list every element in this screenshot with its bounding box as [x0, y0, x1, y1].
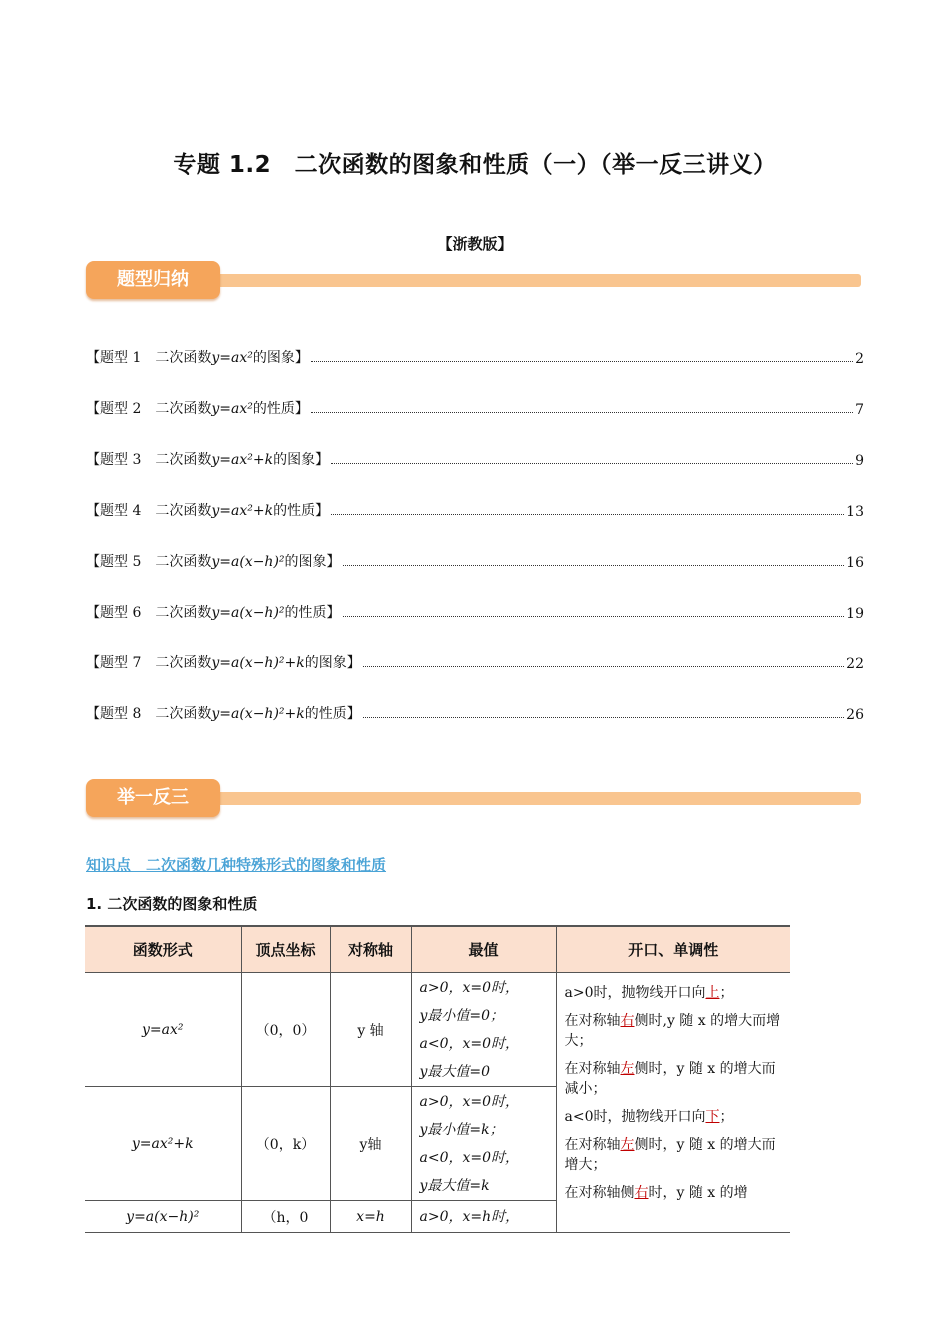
section-title: 1. 二次函数的图象和性质: [86, 895, 258, 913]
extremum-line: a<0，x=0时，: [419, 1149, 520, 1166]
toc-page: 9: [855, 453, 864, 469]
extremum-line: y最小值=k；: [419, 1121, 504, 1138]
opening-line: a<0时，抛物线开口向下；: [564, 1109, 734, 1125]
cell-vertex: （0，0）: [241, 973, 330, 1087]
toc-leader: [311, 412, 853, 413]
toc-item-4[interactable]: 【题型 4 二次函数y=ax²+k的性质】 13: [86, 503, 864, 520]
toc-leader: [311, 361, 853, 362]
cell-axis: y 轴: [330, 973, 411, 1087]
knowledge-point-title: 知识点 二次函数几种特殊形式的图象和性质: [86, 856, 387, 874]
cell-extremum: [411, 1087, 556, 1201]
header-vertex: 顶点坐标: [241, 926, 330, 973]
toc-item-5[interactable]: 【题型 5 二次函数y=a(x−h)²的图象】 16: [86, 554, 864, 571]
page-title: 专题 1.2 二次函数的图象和性质（一）（举一反三讲义）: [173, 152, 777, 178]
banner-practice-label: 举一反三: [86, 779, 220, 817]
toc-page: 2: [855, 351, 864, 367]
table-header-row: [85, 926, 790, 973]
toc-formula: y=ax²+k: [211, 503, 274, 519]
header-extremum: 最值: [411, 926, 556, 973]
toc-leader: [363, 666, 844, 667]
extremum-line: y最小值=0；: [419, 1007, 505, 1024]
banner-practice: [86, 779, 861, 819]
cell-form: y=ax²: [85, 973, 241, 1087]
opening-line: 在对称轴左侧时，y 随 x 的增大而减小；: [564, 1061, 776, 1097]
header-axis: 对称轴: [330, 926, 411, 973]
opening-line: 在对称轴左侧时，y 随 x 的增大而增大；: [564, 1137, 776, 1173]
toc-item-3[interactable]: 【题型 3 二次函数y=ax²+k的图象】 9: [86, 452, 864, 469]
toc-page: 7: [855, 402, 864, 418]
cell-vertex: （h，0: [241, 1201, 330, 1233]
toc-item-6[interactable]: 【题型 6 二次函数y=a(x−h)²的性质】 19: [86, 605, 864, 622]
banner-types: [86, 261, 861, 301]
cell-form: y=ax²+k: [85, 1087, 241, 1201]
cell-opening: [556, 973, 790, 1233]
toc-page: 19: [846, 606, 864, 622]
toc-formula: y=a(x−h)²+k: [211, 655, 305, 671]
extremum-line: a>0，x=h时，: [419, 1208, 520, 1225]
cell-axis: y轴: [330, 1087, 411, 1201]
toc-leader: [331, 514, 844, 515]
opening-line: a>0时，抛物线开口向上；: [564, 985, 734, 1001]
extremum-line: a<0，x=0时，: [419, 1035, 520, 1052]
toc-page: 16: [846, 555, 864, 571]
toc-page: 22: [846, 656, 864, 672]
cell-extremum: [411, 1201, 556, 1233]
toc-leader: [343, 616, 845, 617]
header-opening: 开口、单调性: [556, 926, 790, 973]
table-row: [85, 973, 790, 1087]
header-form: 函数形式: [85, 926, 241, 973]
extremum-line: y最大值=0: [419, 1063, 491, 1080]
toc-formula: y=a(x−h)²: [211, 554, 285, 570]
toc-page: 13: [846, 504, 864, 520]
toc-formula: y=ax²: [211, 350, 253, 366]
toc-leader: [331, 463, 853, 464]
toc-item-7[interactable]: 【题型 7 二次函数y=a(x−h)²+k的图象】 22: [86, 655, 864, 672]
toc-page: 26: [846, 707, 864, 723]
cell-form: y=a(x−h)²: [85, 1201, 241, 1233]
cell-axis: x=h: [330, 1201, 411, 1233]
toc-item-1[interactable]: 【题型 1 二次函数y=ax²的图象】 2: [86, 350, 864, 367]
extremum-line: a>0，x=0时，: [419, 979, 520, 996]
cell-extremum: [411, 973, 556, 1087]
toc-formula: y=ax²: [211, 401, 253, 417]
toc-leader: [363, 717, 844, 718]
properties-table: [85, 925, 790, 1233]
cell-vertex: （0，k）: [241, 1087, 330, 1201]
extremum-line: y最大值=k: [419, 1177, 490, 1194]
opening-line: 在对称轴侧右时，y 随 x 的增: [564, 1185, 748, 1201]
banner-types-label: 题型归纳: [86, 261, 220, 299]
toc-item-2[interactable]: 【题型 2 二次函数y=ax²的性质】 7: [86, 401, 864, 418]
toc-leader: [343, 565, 845, 566]
toc-formula: y=a(x−h)²+k: [211, 706, 305, 722]
edition-label: 【浙教版】: [437, 235, 513, 253]
toc-formula: y=a(x−h)²: [211, 605, 285, 621]
toc-item-8[interactable]: 【题型 8 二次函数y=a(x−h)²+k的性质】 26: [86, 706, 864, 723]
extremum-line: a>0，x=0时，: [419, 1093, 520, 1110]
opening-line: 在对称轴右侧时,y 随 x 的增大而增大；: [564, 1013, 781, 1049]
toc-formula: y=ax²+k: [211, 452, 274, 468]
